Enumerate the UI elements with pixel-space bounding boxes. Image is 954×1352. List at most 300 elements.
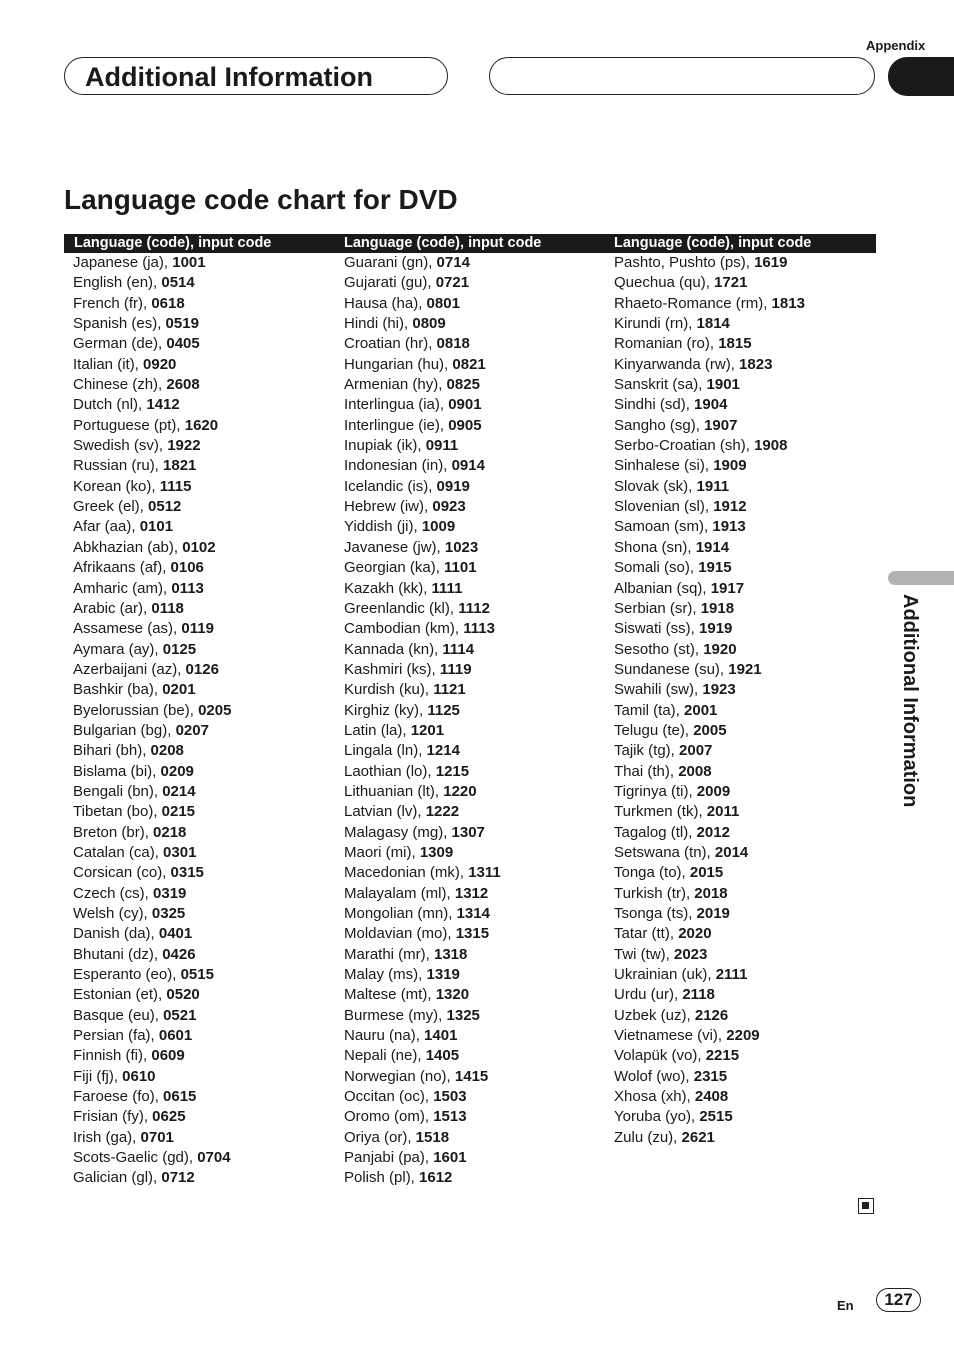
language-name: Sesotho (st), (614, 640, 704, 658)
input-code: 1503 (433, 1088, 467, 1106)
language-name: Occitan (oc), (344, 1088, 434, 1106)
language-name: Polish (pl), (344, 1169, 420, 1187)
language-entry (344, 721, 501, 741)
language-entry (344, 579, 501, 599)
language-entry (73, 334, 231, 354)
language-name: Estonian (et), (73, 986, 167, 1004)
input-code: 1023 (444, 538, 479, 556)
input-code: 1415 (454, 1067, 489, 1085)
language-entry (344, 823, 501, 843)
input-code: 1201 (410, 721, 445, 739)
input-code: 1908 (754, 437, 788, 455)
language-name: Bengali (bn), (73, 782, 163, 800)
language-entry (614, 904, 805, 924)
language-name: Corsican (co), (73, 864, 171, 882)
input-code: 0714 (436, 254, 470, 271)
input-code: 0914 (451, 457, 485, 475)
language-name: Kinyarwanda (rw), (614, 355, 740, 373)
language-entry (614, 375, 805, 395)
language-name: Albanian (sq), (614, 579, 711, 597)
input-code: 1907 (704, 416, 738, 434)
side-tab-marker (888, 571, 954, 585)
input-code: 0119 (181, 620, 214, 638)
language-entry (614, 436, 805, 456)
language-name: Somali (so), (614, 559, 699, 577)
input-code: 2012 (696, 823, 730, 841)
language-name: Catalan (ca), (73, 843, 164, 861)
input-code: 2126 (694, 1006, 729, 1024)
language-entry (73, 599, 231, 619)
language-name: Wolof (wo), (614, 1067, 694, 1085)
language-name: Byelorussian (be), (73, 701, 199, 719)
language-name: Inupiak (ik), (344, 437, 426, 455)
language-entry (614, 395, 805, 415)
language-entry (614, 823, 805, 843)
language-entry (73, 884, 231, 904)
input-code: 0618 (151, 294, 185, 312)
language-name: Tsonga (ts), (614, 905, 697, 922)
language-entry (614, 253, 805, 273)
language-entry (614, 701, 805, 721)
page-number: 127 (876, 1288, 921, 1312)
input-code: 0106 (170, 559, 204, 577)
input-code: 1721 (714, 274, 748, 292)
language-entry (614, 863, 805, 883)
language-name: Afrikaans (af), (73, 559, 171, 577)
input-code: 2315 (693, 1067, 728, 1085)
language-entry (614, 538, 805, 558)
language-name: Pashto, Pushto (ps), (614, 254, 755, 271)
language-name: Danish (da), (73, 925, 159, 943)
input-code: 1813 (771, 294, 805, 312)
language-name: Romanian (ro), (614, 335, 719, 353)
section-title: Additional Information (85, 62, 373, 92)
language-entry (73, 355, 231, 375)
language-entry (73, 1006, 231, 1026)
language-entry (344, 802, 501, 822)
input-code: 1220 (443, 782, 477, 800)
language-entry (614, 1026, 805, 1046)
input-code: 0201 (162, 681, 196, 699)
language-name: Tamil (ta), (614, 701, 685, 719)
language-entry (73, 558, 231, 578)
language-name: Serbo-Croatian (sh), (614, 437, 755, 455)
language-entry (344, 843, 501, 863)
language-name: Basque (eu), (73, 1006, 164, 1024)
language-entry (344, 924, 501, 944)
language-entry (73, 843, 231, 863)
language-entry (73, 477, 231, 497)
input-code: 2608 (166, 376, 200, 394)
input-code: 1115 (159, 477, 192, 495)
input-code: 0825 (446, 376, 480, 394)
input-code: 2118 (682, 986, 715, 1004)
language-entry (614, 965, 805, 985)
input-code: 0208 (150, 742, 184, 760)
language-name: Sinhalese (si), (614, 457, 714, 475)
language-name: Kirundi (rn), (614, 315, 697, 333)
language-entry (344, 517, 501, 537)
language-entry (614, 1067, 805, 1087)
language-name: Latin (la), (344, 721, 411, 739)
appendix-label: Appendix (866, 38, 926, 53)
language-name: Norwegian (no), (344, 1067, 455, 1085)
language-name: Georgian (ka), (344, 559, 445, 577)
language-entry (614, 497, 805, 517)
input-code: 0118 (151, 599, 184, 617)
language-entry (614, 782, 805, 802)
input-code: 1923 (702, 681, 736, 699)
language-entry (73, 436, 231, 456)
input-code: 0601 (158, 1027, 193, 1045)
input-code: 0218 (153, 823, 187, 841)
language-entry (344, 762, 501, 782)
language-name: Rhaeto-Romance (rm), (614, 294, 772, 312)
language-name: Hungarian (hu), (344, 355, 453, 373)
input-code: 2408 (694, 1088, 729, 1106)
language-name: Turkmen (tk), (614, 803, 707, 821)
language-name: Moldavian (mo), (344, 925, 456, 943)
language-name: Esperanto (eo), (73, 966, 181, 984)
language-entry (73, 294, 231, 314)
language-name: Kazakh (kk), (344, 579, 432, 597)
language-entry (344, 395, 501, 415)
language-name: Laothian (lo), (344, 762, 436, 780)
language-entry (614, 680, 805, 700)
language-name: Panjabi (pa), (344, 1149, 434, 1167)
input-code: 2011 (706, 803, 740, 821)
input-code: 0126 (185, 660, 219, 678)
input-code: 0919 (436, 477, 470, 495)
language-name: Twi (tw), (614, 945, 674, 963)
input-code: 1914 (695, 538, 730, 556)
language-entry (344, 1087, 501, 1107)
input-code: 0319 (153, 884, 187, 902)
language-entry (614, 762, 805, 782)
language-name: Greek (el), (73, 498, 149, 516)
language-name: Japanese (ja), (73, 254, 173, 271)
language-entry (614, 802, 805, 822)
language-name: Ukrainian (uk), (614, 966, 716, 984)
language-name: Spanish (es), (73, 315, 166, 333)
input-code: 1913 (712, 518, 746, 536)
language-entry (73, 273, 231, 293)
language-name: Abkhazian (ab), (73, 538, 183, 556)
language-name: Gujarati (gu), (344, 274, 436, 292)
language-entry (344, 294, 501, 314)
language-name: Volapük (vo), (614, 1047, 706, 1065)
language-column-3 (614, 253, 805, 1148)
input-code: 1915 (698, 559, 732, 577)
input-code: 1921 (728, 660, 762, 678)
language-name: Kannada (kn), (344, 640, 443, 658)
language-column-2 (344, 253, 501, 1189)
input-code: 2009 (696, 782, 731, 800)
language-name: Macedonian (mk), (344, 864, 469, 882)
input-code: 0923 (432, 498, 466, 516)
language-name: Fiji (fj), (73, 1067, 123, 1085)
language-name: Persian (fa), (73, 1027, 159, 1045)
language-entry (344, 985, 501, 1005)
language-name: Faroese (fo), (73, 1088, 164, 1106)
input-code: 1518 (415, 1128, 450, 1146)
language-entry (614, 741, 805, 761)
language-entry (614, 334, 805, 354)
input-code: 1821 (163, 457, 197, 475)
input-code: 1311 (468, 864, 501, 882)
language-entry (73, 1128, 231, 1148)
language-entry (614, 640, 805, 660)
language-name: Oromo (om), (344, 1108, 434, 1126)
language-name: Latvian (lv), (344, 803, 426, 821)
input-code: 1823 (739, 355, 773, 373)
language-entry (344, 619, 501, 639)
language-name: Italian (it), (73, 355, 144, 373)
language-name: Samoan (sm), (614, 518, 713, 536)
input-code: 1412 (146, 396, 180, 414)
language-name: Bihari (bh), (73, 742, 151, 760)
input-code: 1920 (703, 640, 737, 658)
language-entry (344, 904, 501, 924)
language-name: Mongolian (mn), (344, 905, 457, 922)
language-name: Sundanese (su), (614, 660, 729, 678)
input-code: 0207 (175, 721, 209, 739)
language-name: Chinese (zh), (73, 376, 167, 394)
input-code: 0625 (152, 1108, 186, 1126)
language-name: French (fr), (73, 294, 152, 312)
input-code: 1401 (424, 1027, 458, 1045)
language-name: Zulu (zu), (614, 1128, 682, 1146)
input-code: 1815 (718, 335, 752, 353)
language-entry (73, 1026, 231, 1046)
input-code: 0301 (163, 843, 197, 861)
input-code: 2111 (715, 966, 748, 984)
language-name: Hebrew (iw), (344, 498, 433, 516)
language-name: Sangho (sg), (614, 416, 705, 434)
input-code: 1814 (696, 315, 730, 333)
input-code: 2020 (678, 925, 712, 943)
language-name: German (de), (73, 335, 167, 353)
language-name: Malay (ms), (344, 966, 427, 984)
language-entry (344, 416, 501, 436)
language-name: Icelandic (is), (344, 477, 437, 495)
language-entry (344, 1107, 501, 1127)
language-entry (73, 640, 231, 660)
end-of-section-icon (858, 1198, 874, 1214)
language-name: Thai (th), (614, 762, 679, 780)
language-name: Kirghiz (ky), (344, 701, 428, 719)
language-entry (73, 375, 231, 395)
input-code: 2023 (674, 945, 708, 963)
input-code: 0701 (140, 1128, 174, 1146)
language-entry (344, 456, 501, 476)
side-section-label: Additional Information (899, 594, 921, 808)
input-code: 0721 (435, 274, 470, 292)
language-name: Interlingue (ie), (344, 416, 449, 434)
input-code: 1222 (425, 803, 460, 821)
language-entry (344, 1168, 501, 1188)
language-name: Maltese (mt), (344, 986, 436, 1004)
input-code: 1904 (694, 396, 728, 414)
language-name: Sindhi (sd), (614, 396, 695, 414)
language-name: Lingala (ln), (344, 742, 427, 760)
language-entry (344, 273, 501, 293)
column-header-1: Language (code), input code (74, 235, 272, 251)
input-code: 0512 (148, 498, 182, 516)
input-code: 2014 (714, 843, 749, 861)
input-code: 0911 (425, 437, 459, 455)
language-entry (73, 579, 231, 599)
input-code: 2001 (684, 701, 718, 719)
language-entry (73, 395, 231, 415)
language-entry (73, 314, 231, 334)
input-code: 2018 (694, 884, 728, 902)
language-entry (614, 721, 805, 741)
input-code: 0401 (158, 925, 193, 943)
language-name: Xhosa (xh), (614, 1088, 695, 1106)
language-entry (73, 1067, 231, 1087)
language-name: Slovenian (sl), (614, 498, 714, 516)
input-code: 0514 (161, 274, 195, 292)
language-entry (344, 497, 501, 517)
language-entry (614, 619, 805, 639)
input-code: 1112 (458, 599, 490, 617)
input-code: 0521 (163, 1006, 197, 1024)
page-title: Language code chart for DVD (64, 184, 458, 215)
language-entry (73, 416, 231, 436)
language-name: Aymara (ay), (73, 640, 163, 658)
language-entry (344, 1148, 501, 1168)
language-name: Tajik (tg), (614, 742, 680, 760)
language-entry (344, 965, 501, 985)
input-code: 1114 (442, 640, 475, 658)
language-entry (614, 599, 805, 619)
language-entry (614, 558, 805, 578)
language-entry (73, 660, 231, 680)
input-code: 1513 (433, 1108, 467, 1126)
language-entry (73, 965, 231, 985)
input-code: 1917 (710, 579, 745, 597)
language-entry (73, 762, 231, 782)
section-header (64, 57, 448, 95)
input-code: 0426 (162, 945, 196, 963)
language-entry (73, 1107, 231, 1127)
language-entry (344, 355, 501, 375)
input-code: 0215 (161, 803, 196, 821)
input-code: 1911 (696, 477, 730, 495)
language-entry (614, 456, 805, 476)
input-code: 0801 (426, 294, 460, 312)
language-entry (73, 721, 231, 741)
input-code: 0818 (436, 335, 470, 353)
input-code: 2005 (693, 721, 727, 739)
language-entry (344, 1067, 501, 1087)
language-entry (614, 294, 805, 314)
input-code: 1612 (419, 1169, 453, 1187)
language-entry (614, 579, 805, 599)
input-code: 2007 (679, 742, 713, 760)
language-entry (344, 680, 501, 700)
language-entry (73, 456, 231, 476)
language-name: Vietnamese (vi), (614, 1027, 727, 1045)
language-entry (73, 945, 231, 965)
input-code: 1001 (172, 254, 206, 271)
language-name: Setswana (tn), (614, 843, 715, 861)
language-entry (73, 680, 231, 700)
table-header (64, 234, 876, 253)
language-name: Tibetan (bo), (73, 803, 162, 821)
language-name: Shona (sn), (614, 538, 696, 556)
language-entry (614, 1128, 805, 1148)
language-entry (73, 782, 231, 802)
input-code: 1318 (434, 945, 468, 963)
language-name: Bulgarian (bg), (73, 721, 176, 739)
input-code: 1918 (700, 599, 735, 617)
language-name: Malayalam (ml), (344, 884, 455, 902)
language-entry (344, 1046, 501, 1066)
language-name: Tonga (to), (614, 864, 690, 882)
language-name: Azerbaijani (az), (73, 660, 186, 678)
input-code: 0102 (182, 538, 216, 556)
language-entry (614, 924, 805, 944)
language-name: Hindi (hi), (344, 315, 413, 333)
language-entry (73, 517, 231, 537)
language-name: Hausa (ha), (344, 294, 427, 312)
input-code: 1620 (184, 416, 219, 434)
input-code: 0205 (198, 701, 232, 719)
language-name: Telugu (te), (614, 721, 694, 739)
language-name: Tatar (tt), (614, 925, 679, 943)
input-code: 1101 (444, 559, 477, 577)
language-name: Marathi (mr), (344, 945, 434, 963)
input-code: 1405 (425, 1047, 460, 1065)
language-entry (344, 538, 501, 558)
input-code: 1125 (427, 701, 460, 719)
language-entry (73, 802, 231, 822)
language-name: Quechua (qu), (614, 274, 715, 292)
language-entry (344, 884, 501, 904)
language-column-1 (73, 253, 231, 1189)
language-name: Turkish (tr), (614, 884, 695, 902)
language-name: Interlingua (ia), (344, 396, 449, 414)
input-code: 1307 (451, 823, 485, 841)
input-code: 0609 (151, 1047, 185, 1065)
language-entry (73, 985, 231, 1005)
input-code: 0214 (162, 782, 196, 800)
language-entry (614, 355, 805, 375)
language-name: Yoruba (yo), (614, 1108, 700, 1126)
language-name: Portuguese (pt), (73, 416, 185, 434)
language-name: Bhutani (dz), (73, 945, 163, 963)
input-code: 0809 (412, 315, 446, 333)
language-entry (344, 599, 501, 619)
language-name: Amharic (am), (73, 579, 172, 597)
input-code: 0704 (197, 1149, 231, 1167)
language-entry (344, 701, 501, 721)
input-code: 0519 (165, 315, 199, 333)
input-code: 1909 (713, 457, 747, 475)
language-name: Tagalog (tl), (614, 823, 697, 841)
language-entry (73, 619, 231, 639)
input-code: 1309 (419, 843, 454, 861)
input-code: 1325 (446, 1006, 480, 1024)
input-code: 1919 (699, 620, 733, 638)
language-name: Irish (ga), (73, 1128, 141, 1146)
language-name: Cambodian (km), (344, 620, 464, 638)
input-code: 0905 (448, 416, 482, 434)
language-indicator: En (837, 1298, 854, 1313)
language-entry (73, 1087, 231, 1107)
